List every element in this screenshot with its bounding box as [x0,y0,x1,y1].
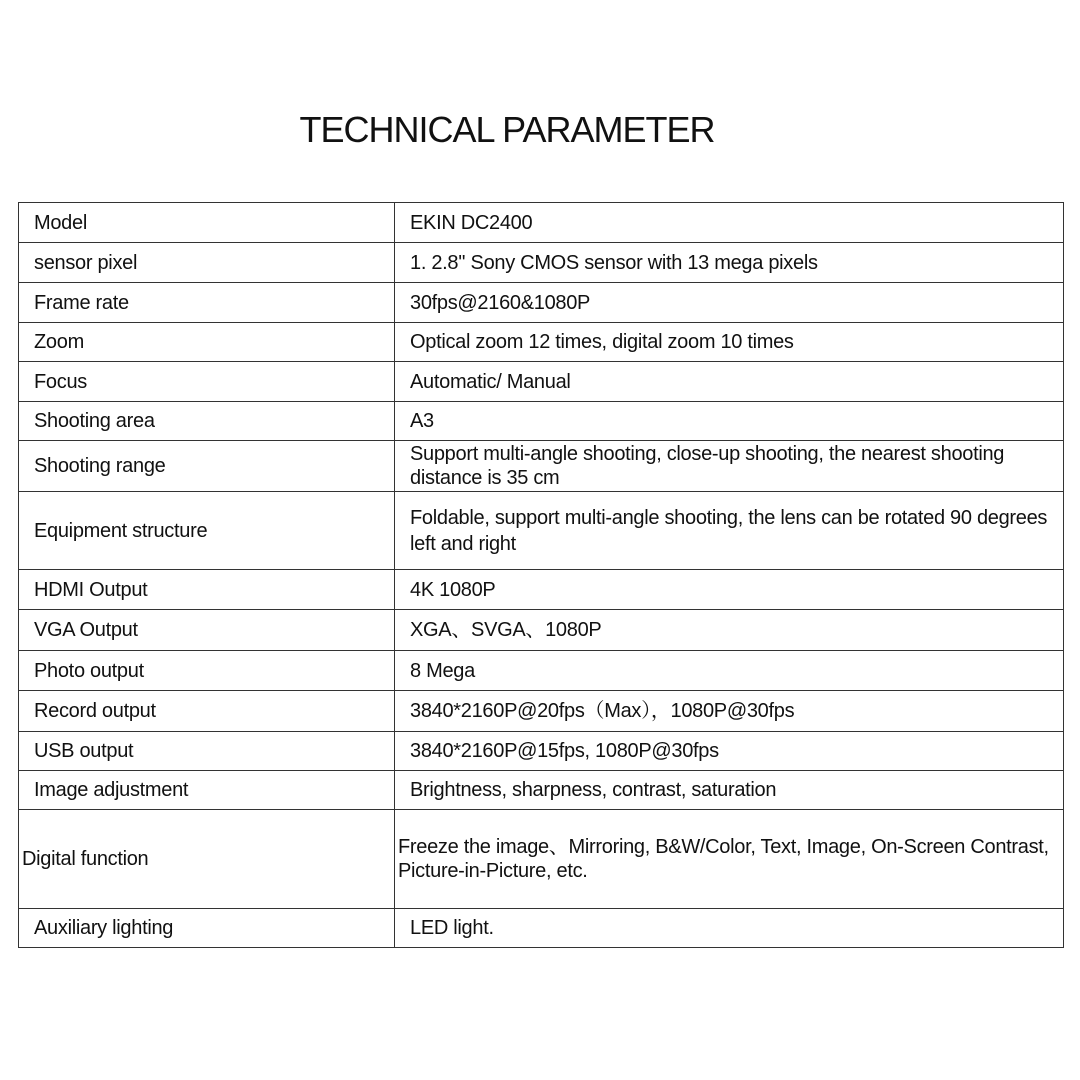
param-value: LED light. [395,909,1064,948]
table-row [19,402,1064,441]
param-label: Record output [19,691,395,732]
param-value: 3840*2160P@15fps, 1080P@30fps [395,732,1064,771]
param-value: XGA、SVGA、1080P [395,610,1064,651]
param-value: Freeze the image、Mirroring, B&W/Color, Text, Image, On-Screen Contrast, Picture-in-Picture, etc. [395,810,1064,909]
param-label: Digital function [19,810,395,909]
table-row [19,691,1064,732]
table-row [19,323,1064,362]
param-value: 4K 1080P [395,570,1064,610]
param-label: Photo output [19,651,395,691]
table-row [19,441,1064,492]
table-row [19,283,1064,323]
page-title: TECHNICAL PARAMETER [299,109,715,150]
param-label: Zoom [19,323,395,362]
param-value: 30fps@2160&1080P [395,283,1064,323]
param-label: Image adjustment [19,771,395,810]
table-row [19,492,1064,570]
param-label: USB output [19,732,395,771]
param-value: Brightness, sharpness, contrast, saturation [395,771,1064,810]
table-row [19,909,1064,948]
param-label: Auxiliary lighting [19,909,395,948]
table-row [19,732,1064,771]
param-value: Foldable, support multi-angle shooting, the lens can be rotated 90 degrees left and right [395,492,1064,570]
table-row [19,243,1064,283]
table-row [19,771,1064,810]
param-value: EKIN DC2400 [395,203,1064,243]
param-label: sensor pixel [19,243,395,283]
param-label: Model [19,203,395,243]
table-row [19,362,1064,402]
table-row [19,610,1064,651]
param-value: Automatic/ Manual [395,362,1064,402]
spec-table [18,202,1064,948]
param-label: Focus [19,362,395,402]
param-label: Equipment structure [19,492,395,570]
table-row [19,810,1064,909]
table-row [19,651,1064,691]
param-label: Shooting range [19,441,395,492]
param-label: Shooting area [19,402,395,441]
param-value: A3 [395,402,1064,441]
param-label: Frame rate [19,283,395,323]
param-value: 3840*2160P@20fps（Max），1080P@30fps [395,691,1064,732]
param-label: VGA Output [19,610,395,651]
table-row [19,570,1064,610]
param-value: Support multi-angle shooting, close-up shooting, the nearest shooting distance is 35 cm [395,441,1064,492]
param-value: 1. 2.8'' Sony CMOS sensor with 13 mega pixels [395,243,1064,283]
param-value: Optical zoom 12 times, digital zoom 10 times [395,323,1064,362]
param-label: HDMI Output [19,570,395,610]
param-value: 8 Mega [395,651,1064,691]
table-row [19,203,1064,243]
